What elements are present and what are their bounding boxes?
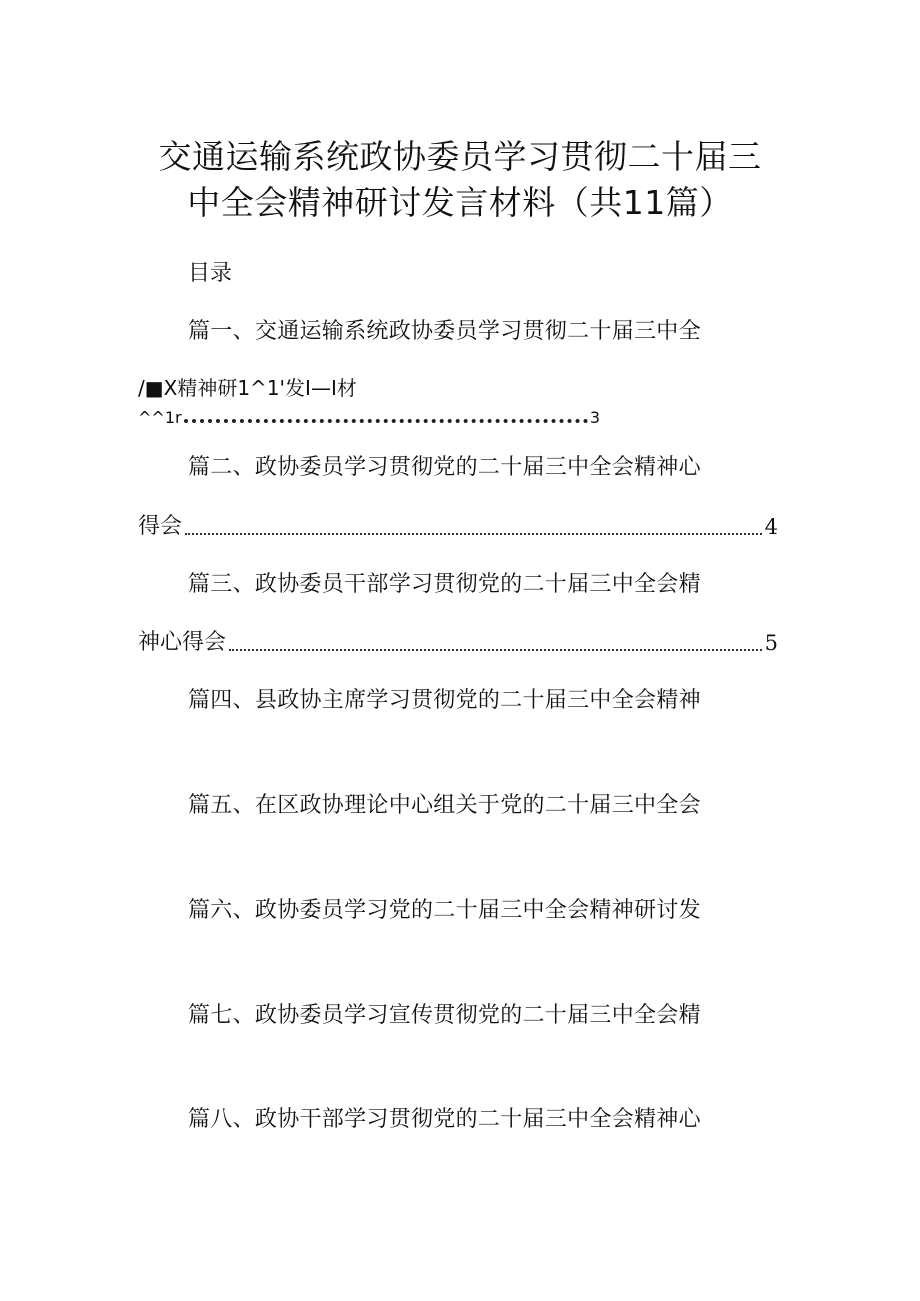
toc-entry-2-page: 4 [764,515,778,539]
toc-entry-6-title[interactable]: 篇六、政协委员学习党的二十届三中全会精神研讨发 [188,898,701,923]
toc-entry-7-title[interactable]: 篇七、政协委员学习宣传贯彻党的二十届三中全会精 [188,1003,701,1028]
toc-entry-5-title[interactable]: 篇五、在区政协理论中心组关于党的二十届三中全会 [188,793,701,818]
toc-entry-1-fragment: ^^1r [138,408,182,427]
toc-entry-3-page: 5 [764,631,778,655]
document-title-line-2: 中全会精神研讨发言材料（共11篇） [187,183,733,222]
dot-leader [185,511,762,543]
toc-entry-2-continuation: 得会 [138,514,183,539]
toc-entry-4-title[interactable]: 篇四、县政协主席学习贯彻党的二十届三中全会精神 [188,688,701,713]
toc-entry-2-leader-row[interactable] [138,511,778,543]
dot-leader [229,627,762,659]
toc-heading: 目录 [188,261,233,286]
toc-entry-1-page: 3 [589,408,600,427]
toc-entry-1-title[interactable]: 篇一、交通运输系统政协委员学习贯彻二十届三中全 [188,319,701,344]
toc-entry-1-leader-row[interactable] [138,404,600,432]
toc-entry-3-continuation: 神心得会 [138,630,227,655]
toc-entry-8-title[interactable]: 篇八、政协干部学习贯彻党的二十届三中全会精神心 [188,1107,701,1132]
dot-leader [184,404,588,432]
toc-entry-3-leader-row[interactable] [138,627,778,659]
toc-entry-2-title[interactable]: 篇二、政协委员学习贯彻党的二十届三中全会精神心 [188,455,701,480]
toc-entry-3-title[interactable]: 篇三、政协委员干部学习贯彻党的二十届三中全会精 [188,572,701,597]
toc-entry-1-title-continued[interactable]: /■X精神研1^1'发I—I材 [138,376,357,400]
document-title-line-1: 交通运输系统政协委员学习贯彻二十届三 [158,137,762,176]
